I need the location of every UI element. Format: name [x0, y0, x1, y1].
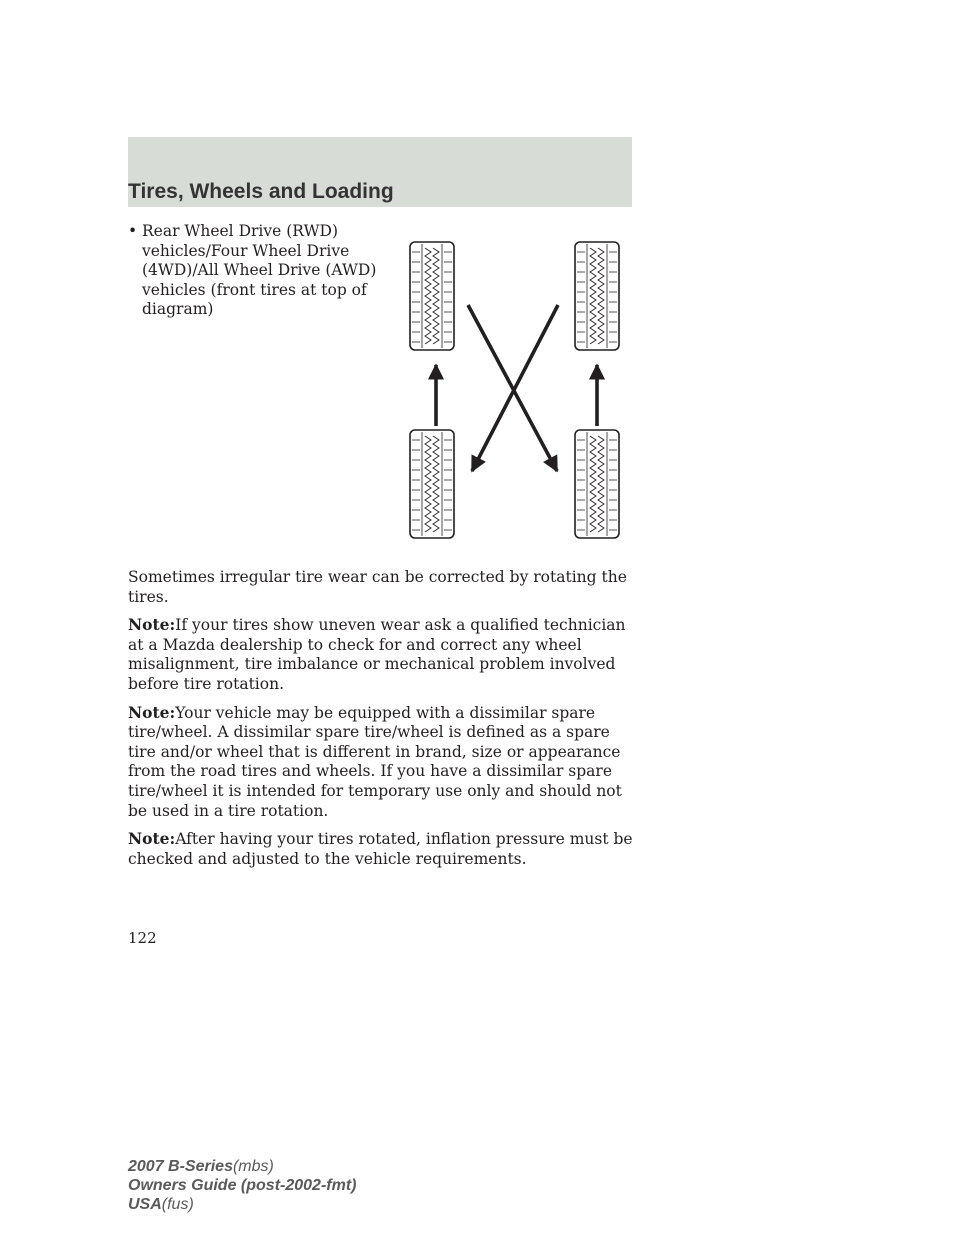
- bullet-marker: •: [128, 222, 138, 240]
- footer-line-1: [128, 1157, 356, 1176]
- footer-model-code: (mbs): [232, 1158, 274, 1175]
- intro-paragraph: Sometimes irregular tire wear can be corrected by rotating the tires.: [128, 568, 627, 606]
- note-text: After having your tires rotated, inflation pressure must be checked and adjusted to the vehicle requirements.: [128, 830, 633, 868]
- note-2: [128, 703, 638, 822]
- footer-model: 2007 B-Series: [128, 1158, 233, 1175]
- footer-line-3: [128, 1195, 356, 1214]
- page-number: 122: [128, 929, 157, 947]
- note-text: If your tires show uneven wear ask a qualified technician at a Mazda dealership to check for and correct any wheel misalignment, tire imbalance or mechanical problem involved before tire rotation.: [128, 616, 626, 693]
- section-title: Tires, Wheels and Loading: [128, 180, 394, 203]
- tire-front-left: [410, 242, 454, 350]
- bullet-text: Rear Wheel Drive (RWD) vehicles/Four Wheel Drive (4WD)/All Wheel Drive (AWD) vehicles (front tires at top of diagram): [142, 222, 377, 319]
- bullet-item: [128, 222, 378, 320]
- note-3: [128, 829, 638, 869]
- note-1: [128, 615, 638, 694]
- body-text: [128, 568, 638, 877]
- tire-rear-left: [410, 430, 454, 538]
- tire-rear-right: [575, 430, 619, 538]
- footer-line-2: Owners Guide (post-2002-fmt): [128, 1177, 357, 1194]
- footer-market: USA: [128, 1196, 162, 1213]
- footer-market-code: (fus): [161, 1196, 194, 1213]
- tire-rotation-diagram: [400, 235, 630, 545]
- note-label: Note:: [128, 702, 176, 722]
- note-label: Note:: [128, 829, 176, 849]
- tire-front-right: [575, 242, 619, 350]
- note-text: Your vehicle may be equipped with a dissimilar spare tire/wheel. A dissimilar spare tire/wheel is defined as a spare tire and/or wheel that is different in brand, size or appearance from the road tires and wheels. If you have a dissimilar spare tire/wheel it is intended for temporary use only and should not be used in a tire rotation.: [128, 703, 622, 820]
- note-label: Note:: [128, 615, 176, 635]
- footer: [128, 1157, 356, 1214]
